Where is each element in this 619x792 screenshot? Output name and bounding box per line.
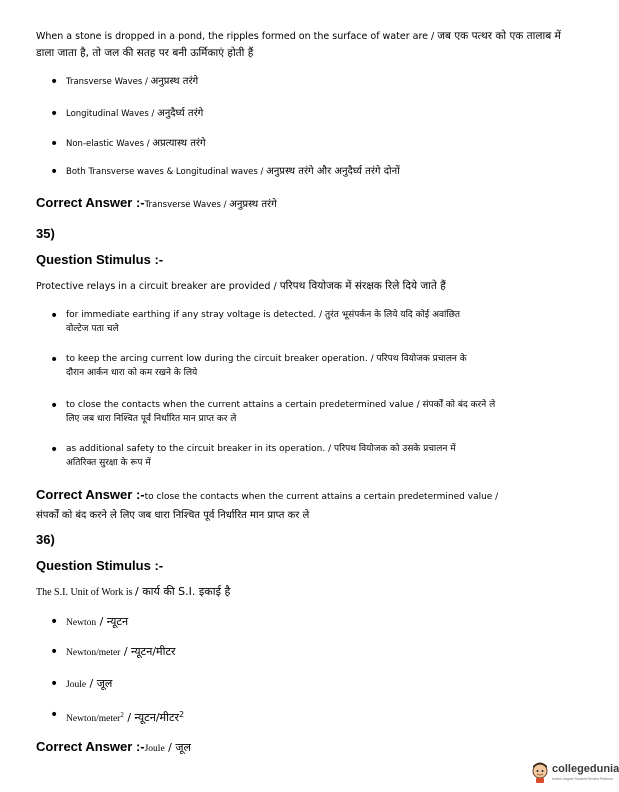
collegedunia-logo	[530, 762, 619, 786]
q36-option-2: Newton/meter / न्यूटन/मीटर	[66, 645, 176, 658]
q35-option-3: to close the contacts when the current attains a certain predetermined value / संपर्कों को बंद करने ले लिए जब धारा निश्चित पूर्व निर्धारित मान प्राप्त कर ले	[66, 400, 496, 424]
q34-correct-answer: Correct Answer :-Transverse Waves / अनुप्रस्थ तरंगे	[36, 195, 277, 210]
bullet: •	[50, 707, 59, 723]
question-number-36: 36)	[36, 532, 55, 547]
bullet: •	[50, 308, 59, 324]
q35-option-2: to keep the arcing current low during the circuit breaker operation. / परिपथ वियोजक प्रचालन के दौरान आर्कन धारा को कम रखने के लिये	[66, 354, 467, 378]
bullet: •	[50, 74, 59, 90]
q35-option-1: for immediate earthing if any stray voltage is detected. / तुरंत भूसंपर्कन के लिये यदि कोई अवांछित वोल्टेज पता चले	[66, 310, 461, 334]
q35-stem: Protective relays in a circuit breaker are provided / परिपथ वियोजक में संरक्षक रिले दिये जाते हैं	[36, 280, 446, 292]
bullet: •	[50, 676, 59, 692]
bullet: •	[50, 398, 59, 414]
q34-option-4: Both Transverse waves & Longitudinal waves / अनुप्रस्थ तरंगे और अनुदैर्घ्य तरंगे दोनों	[66, 166, 400, 177]
logo-tagline: India's largest Student Review Platform	[552, 777, 613, 781]
bullet: •	[50, 614, 59, 630]
q36-stimulus-label: Question Stimulus :-	[36, 558, 164, 573]
correct-answer-label: Correct Answer :-	[36, 739, 145, 754]
q35-correct-answer: Correct Answer :-to close the contacts when the current attains a certain predetermined value / संपर्कों को बंद करने ले लिए जब धारा निश्चित पूर्व निर्धारित मान प्राप्त कर ले	[36, 487, 499, 521]
correct-answer-label: Correct Answer :-	[36, 195, 145, 210]
q34-stem-hi-2: डाला जाता है, तो जल की सतह पर बनी ऊर्मिकाएं होती हैं	[36, 47, 254, 59]
bullet: •	[50, 644, 59, 660]
q34-stem-hi-1: जब एक पत्थर को एक तालाब में	[437, 30, 561, 42]
bullet: •	[50, 164, 59, 180]
q36-option-4: Newton/meter$^2$ / न्यूटन/मीटर$^2$	[66, 710, 185, 725]
q35-option-4: as additional safety to the circuit breaker in its operation. / परिपथ वियोजक को उसके प्रचालन में अतिरिक्त सुरक्षा के रूप में	[66, 444, 456, 468]
correct-answer-label: Correct Answer :-	[36, 487, 145, 502]
q34-option-1: Transverse Waves / अनुप्रस्थ तरंगे	[66, 76, 199, 87]
bullet: •	[50, 352, 59, 368]
q34-option-2: Longitudinal Waves / अनुदैर्घ्य तरंगे	[66, 108, 204, 119]
mascot-icon	[530, 762, 550, 784]
q36-stem: The S.I. Unit of Work is / कार्य की S.I. इकाई है	[36, 585, 231, 598]
q36-option-1: Newton / न्यूटन	[66, 615, 129, 628]
question-number-35: 35)	[36, 226, 55, 241]
bullet: •	[50, 106, 59, 122]
bullet: •	[50, 442, 59, 458]
q34-option-3: Non-elastic Waves / अप्रत्यास्थ तरंगे	[66, 138, 206, 149]
q36-option-3: Joule / जूल	[66, 677, 113, 690]
bullet: •	[50, 136, 59, 152]
q36-correct-answer: Correct Answer :-Joule / जूल	[36, 739, 191, 754]
logo-wordmark: collegedunia	[552, 763, 619, 775]
q35-stimulus-label: Question Stimulus :-	[36, 252, 164, 267]
q34-stem	[36, 28, 584, 62]
q34-stem-en: When a stone is dropped in a pond, the ripples formed on the surface of water are /	[36, 31, 438, 42]
